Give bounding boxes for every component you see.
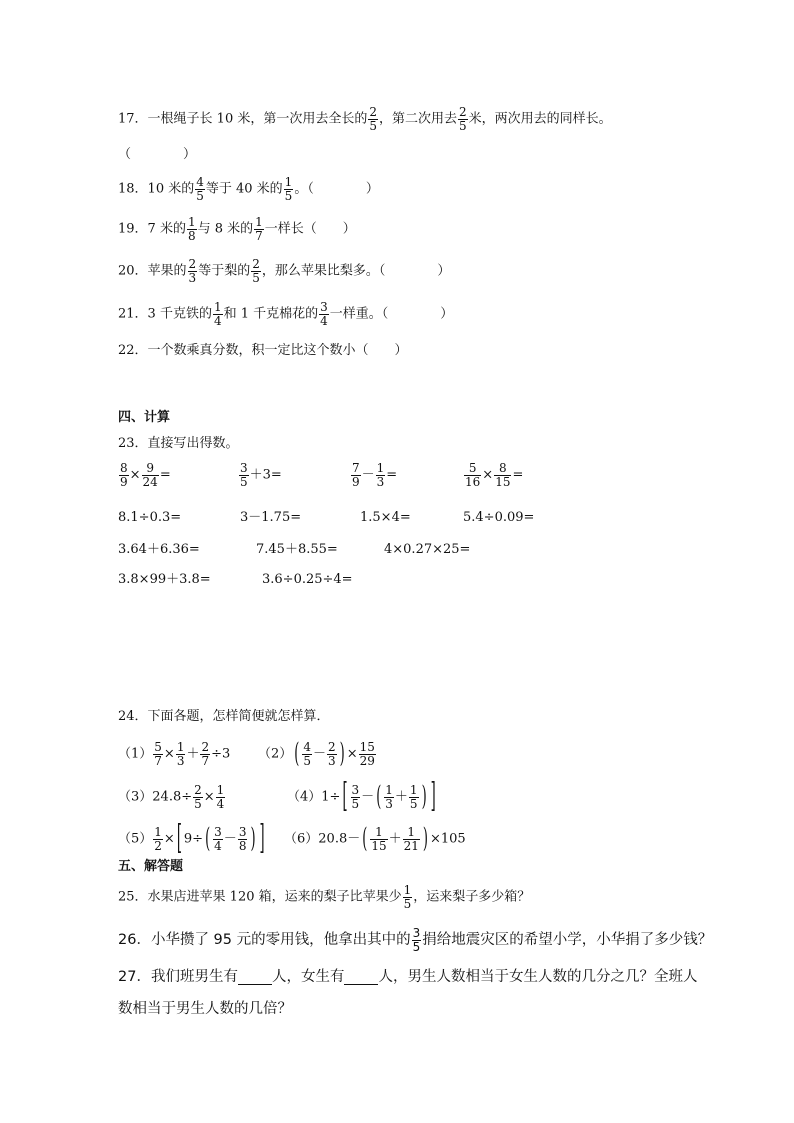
- fraction: $\frac{4}{5}$: [196, 175, 204, 203]
- question-20: 20．苹果的 $\frac{2}{3}$ 等于梨的 $\frac{2}{5}$ ，那么苹果比梨多。（ ）: [118, 257, 451, 285]
- section-heading-calc: 四、计算: [118, 410, 171, 425]
- calc-item: 3.8×99＋3.8=: [118, 572, 211, 587]
- calc-item: 8.1÷0.3=: [118, 510, 182, 525]
- simplify-item-2: （2） ( $\frac{4}{5}$ － $\frac{2}{3}$ ) × $\frac{15}{29}$: [258, 738, 375, 770]
- question-22: 22．一个数乘真分数，积一定比这个数小（ ）: [118, 343, 408, 358]
- fraction: $\frac{2}{5}$: [459, 105, 467, 133]
- question-18: 18．10 米的 $\frac{4}{5}$ 等于 40 米的 $\frac{1}{5}$ 。（ ）: [118, 175, 379, 203]
- calc-item: 3－1.75=: [240, 510, 302, 525]
- fraction: $\frac{2}{5}$: [369, 105, 377, 133]
- question-23: 23．直接写出得数。: [118, 436, 239, 451]
- calc-item: 4×0.27×25=: [384, 542, 471, 557]
- fraction: $\frac{3}{4}$: [320, 300, 328, 328]
- answer-paren-17[interactable]: （ ）: [118, 147, 197, 162]
- calc-item: $\frac{5}{16}$ × $\frac{8}{15}$ =: [465, 461, 524, 489]
- fraction: $\frac{1}{4}$: [213, 300, 222, 328]
- simplify-item-6: （6）20.8－ ( $\frac{1}{15}$ ＋ $\frac{1}{21}$ ) ×105: [284, 823, 466, 855]
- question-27-continued: 数相当于男生人数的几倍？: [118, 1001, 292, 1017]
- blank-boys[interactable]: [238, 972, 272, 985]
- question-21: 21．3 千克铁的 $\frac{1}{4}$ 和 1 千克棉花的 $\frac{3}{4}$ 一样重。（ ）: [118, 300, 454, 328]
- question-17: 17．一根绳子长 10 米，第一次用去全长的 $\frac{2}{5}$ ，第二次用去 $\frac{2}{5}$ 米，两次用去的同样长。: [118, 105, 612, 133]
- fraction: $\frac{1}{8}$: [187, 215, 196, 243]
- simplify-item-1: （1） $\frac{5}{7}$ × $\frac{1}{3}$ ＋ $\frac{2}{7}$ ÷3: [118, 740, 231, 768]
- calc-item: $\frac{3}{5}$ ＋3=: [240, 461, 282, 489]
- section-heading-answer: 五、解答题: [118, 859, 184, 874]
- question-26: 26．小华攒了 95 元的零用钱，他拿出其中的 $\frac{3}{5}$ 捐给地震灾区的希望小学，小华捐了多少钱？: [118, 926, 713, 954]
- fraction: $\frac{1}{5}$: [284, 175, 293, 203]
- calc-item: 3.6÷0.25÷4=: [262, 572, 353, 587]
- question-27: 27．我们班男生有 人，女生有 人，男生人数相当于女生人数的几分之几？全班人: [118, 969, 698, 985]
- fraction: $\frac{2}{5}$: [252, 257, 260, 285]
- simplify-item-5: （5） $\frac{1}{2}$ × [ 9÷ ( $\frac{3}{4}$ － $\frac{3}{8}$ ) ]: [118, 819, 265, 859]
- calc-item: $\frac{7}{9}$ － $\frac{1}{3}$ =: [352, 461, 398, 489]
- calc-item: 1.5×4=: [360, 510, 411, 525]
- simplify-item-4: （4）1÷ [ $\frac{3}{5}$ － ( $\frac{1}{3}$ ＋ $\frac{1}{5}$ ) ]: [287, 777, 436, 817]
- blank-girls[interactable]: [344, 972, 378, 985]
- calc-item: 7.45＋8.55=: [256, 542, 338, 557]
- calc-item: 5.4÷0.09=: [463, 510, 535, 525]
- calc-item: 3.64＋6.36=: [118, 542, 200, 557]
- question-25: 25．水果店进苹果 120 箱，运来的梨子比苹果少 $\frac{1}{5}$ ，运来梨子多少箱？: [118, 883, 531, 911]
- simplify-item-3: （3）24.8÷ $\frac{2}{5}$ × $\frac{1}{4}$: [118, 783, 225, 811]
- fraction: $\frac{2}{3}$: [188, 257, 197, 285]
- question-24: 24．下面各题，怎样简便就怎样算．: [118, 709, 330, 724]
- question-19: 19．7 米的 $\frac{1}{8}$ 与 8 米的 $\frac{1}{7}$ 一样长（ ）: [118, 215, 356, 243]
- calc-item: $\frac{8}{9}$ × $\frac{9}{24}$ =: [120, 461, 171, 489]
- fraction: $\frac{1}{7}$: [255, 215, 263, 243]
